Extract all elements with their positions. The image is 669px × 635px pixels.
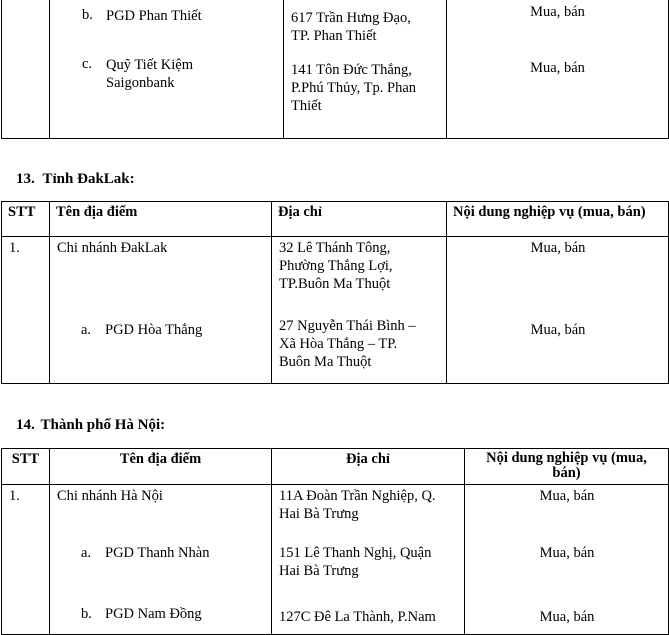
branch-address: 617 Trần Hưng Đạo, TP. Phan Thiết — [291, 10, 411, 44]
service-type: Mua, bán — [539, 488, 595, 504]
column-header-service: Nội dung nghiệp vụ (mua, bán) — [465, 449, 669, 485]
item-letter: a. — [81, 322, 92, 338]
table-row — [2, 237, 669, 384]
address-cell — [272, 237, 447, 384]
service-type: Mua, bán — [539, 609, 595, 625]
branch-name: PGD Thanh Nhàn — [105, 545, 210, 561]
branch-address: 32 Lê Thánh Tông, Phường Thắng Lợi, TP.Buôn Ma Thuột — [279, 240, 393, 292]
branch-name: PGD Hòa Thắng — [105, 322, 203, 338]
column-header-name: Tên địa điểm — [50, 202, 272, 237]
branch-address: 11A Đoàn Trần Nghiệp, Q. Hai Bà Trưng — [279, 488, 436, 522]
name-cell — [50, 0, 284, 139]
service-type: Mua, bán — [530, 60, 585, 76]
table-row — [2, 0, 669, 139]
table-header-row — [2, 449, 669, 485]
branch-name: Quỹ Tiết Kiệm Saigonbank — [106, 57, 194, 91]
branch-address: 151 Lê Thanh Nghị, Quận Hai Bà Trưng — [279, 545, 432, 579]
service-cell — [465, 485, 669, 635]
address-cell — [272, 485, 465, 635]
column-header-address: Địa chỉ — [272, 449, 465, 485]
section-title: Tỉnh ĐakLak: — [42, 171, 135, 187]
section-number: 14. — [16, 417, 35, 433]
section-number: 13. — [16, 171, 35, 187]
branch-address: 27 Nguyễn Thái Bình – Xã Hòa Thắng – TP. Buôn Ma Thuột — [279, 318, 416, 370]
branch-table-daklak — [1, 201, 669, 384]
item-letter: b. — [82, 7, 93, 23]
address-cell — [284, 0, 447, 139]
row-number: 1. — [9, 488, 20, 504]
item-letter: b. — [81, 606, 92, 622]
column-header-stt: STT — [2, 202, 50, 237]
branch-address: 127C Đê La Thành, P.Nam — [279, 609, 436, 625]
column-header-name: Tên địa điểm — [50, 449, 272, 485]
service-type: Mua, bán — [530, 4, 585, 20]
name-cell — [50, 485, 272, 635]
item-letter: a. — [81, 545, 92, 561]
table-row — [2, 485, 669, 635]
stt-cell — [2, 485, 50, 635]
branch-name: Chi nhánh Hà Nội — [57, 488, 163, 504]
column-header-stt: STT — [2, 449, 50, 485]
service-type: Mua, bán — [539, 545, 595, 561]
service-type: Mua, bán — [530, 240, 586, 256]
section-heading-13 — [16, 171, 135, 188]
service-cell — [447, 0, 669, 139]
row-number: 1. — [9, 240, 20, 256]
table-header-row — [2, 202, 669, 237]
name-cell — [50, 237, 272, 384]
column-header-address: Địa chỉ — [272, 202, 447, 237]
item-letter: c. — [82, 56, 93, 72]
branch-table-hanoi — [1, 448, 669, 635]
column-header-service: Nội dung nghiệp vụ (mua, bán) — [447, 202, 669, 237]
section-title: Thành phố Hà Nội: — [40, 417, 166, 433]
stt-cell — [2, 237, 50, 384]
branch-name: PGD Phan Thiết — [106, 8, 202, 24]
branch-table-top — [1, 0, 669, 139]
service-cell — [447, 237, 669, 384]
branch-name: Chi nhánh ĐakLak — [57, 240, 168, 256]
branch-name: PGD Nam Đồng — [105, 606, 202, 622]
section-heading-14 — [16, 417, 165, 434]
stt-cell — [2, 0, 50, 139]
branch-address: 141 Tôn Đức Thắng, P.Phú Thủy, Tp. Phan Thiết — [291, 62, 417, 114]
service-type: Mua, bán — [530, 322, 586, 338]
